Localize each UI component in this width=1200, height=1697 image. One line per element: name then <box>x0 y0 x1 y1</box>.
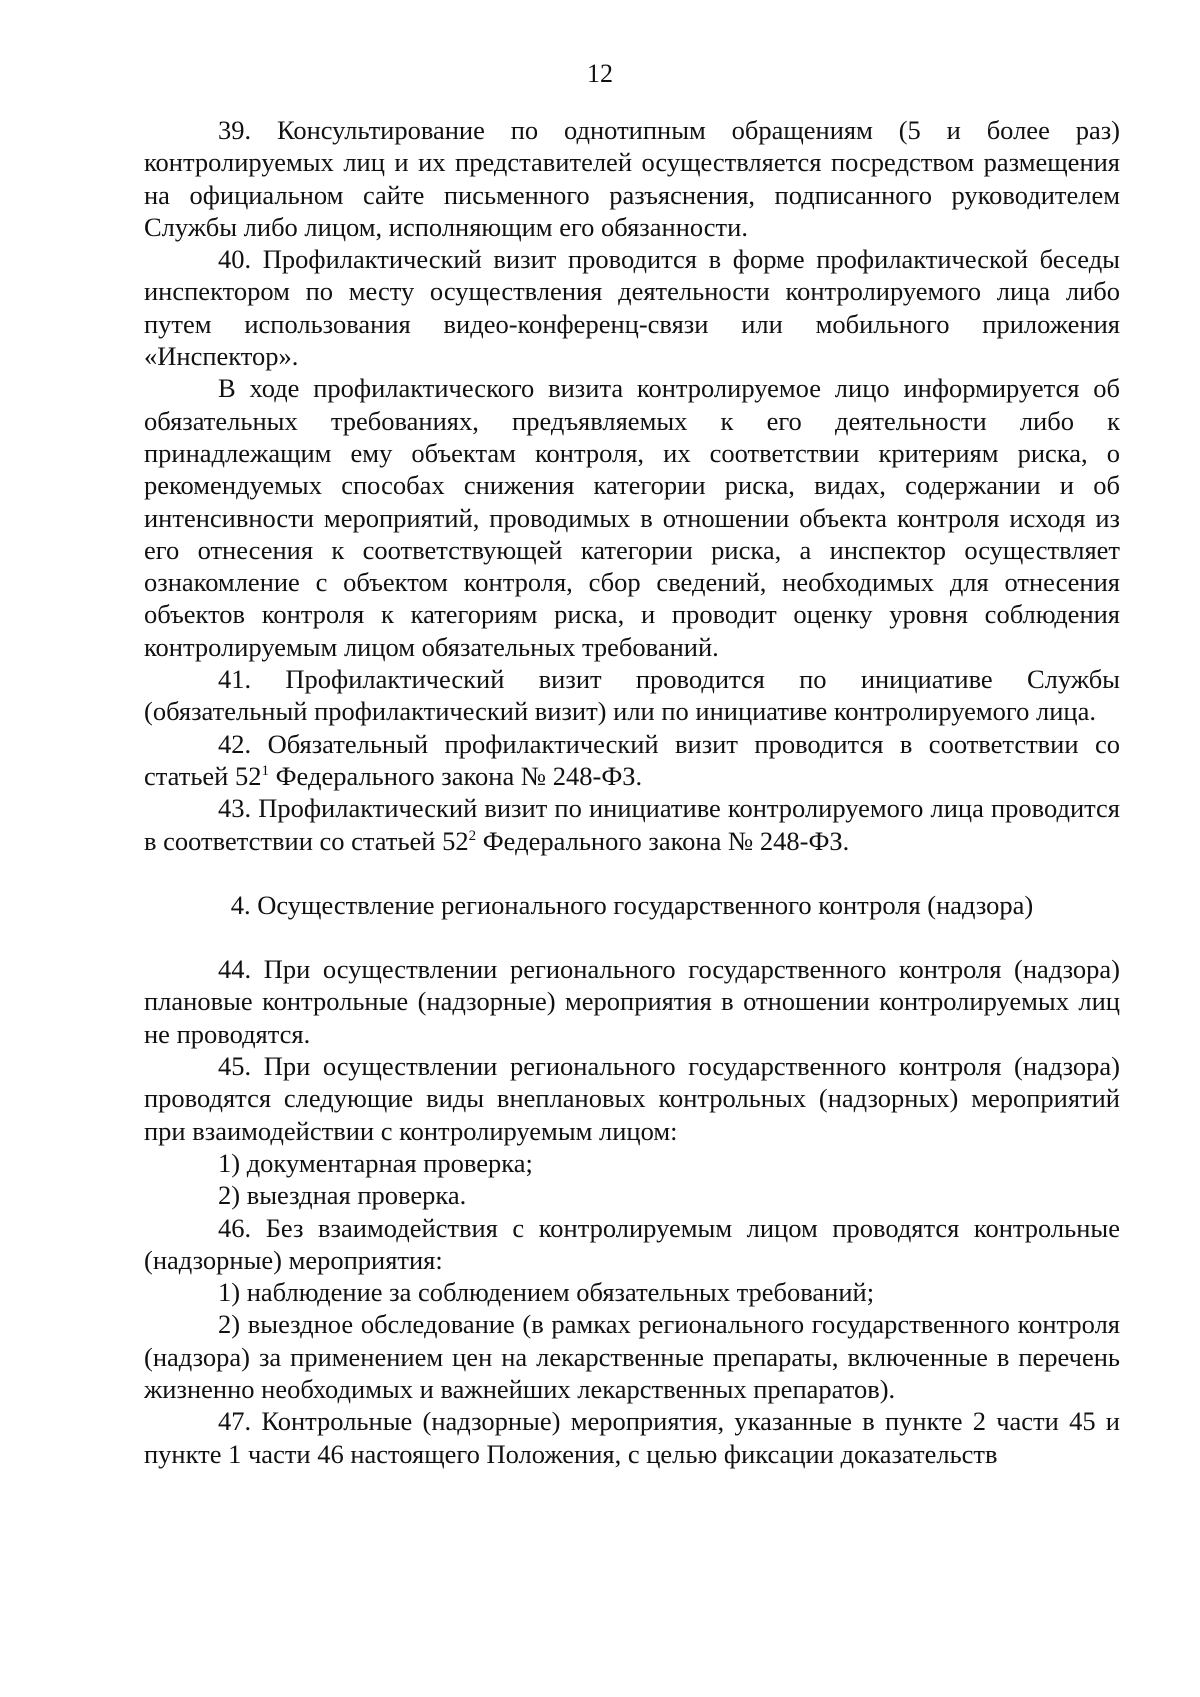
paragraph-44: 44. При осуществлении регионального государственного контроля (надзора) плановые контрольные (надзорные) мероприятия в отношении контролируемых лиц не проводятся. <box>144 954 1120 1049</box>
paragraph-40-continued: В ходе профилактического визита контролируемое лицо информируется об обязательных требованиях, предъявляемых к его деятельности либо к принадлежащим ему объектам контроля, их соответствии критериям риска, о рекомендуемых способах снижения категории риска, видах, содержании и об интенсивности мероприятий, проводимых в отношении объекта контроля исходя из его отнесения к соответствующей категории риска, а инспектор осуществляет ознакомление с объектом контроля, сбор сведений, необходимых для отнесения объектов контроля к категориям риска, и проводит оценку уровня соблюдения контролируемым лицом обязательных требований. <box>144 373 1120 662</box>
page-number: 12 <box>587 59 613 88</box>
paragraph-39: 39. Консультирование по однотипным обращениям (5 и более раз) контролируемых лиц и их представителей осуществляется посредством размещения на официальном сайте письменного разъяснения, подписанного руководителем Службы либо лицом, исполняющим его обязанности. <box>144 115 1120 242</box>
paragraph-47: 47. Контрольные (надзорные) мероприятия, указанные в пункте 2 части 45 и пункте 1 части 46 настоящего Положения, с целью фиксации доказательств <box>144 1406 1120 1469</box>
paragraph-43-text-end: Федерального закона № 248-ФЗ. <box>476 825 850 856</box>
list-item: 1) наблюдение за соблюдением обязательных требований; <box>218 1277 875 1308</box>
paragraph-41: 41. Профилактический визит проводится по инициативе Службы (обязательный профилактический визит) или по инициативе контролируемого лица. <box>144 664 1120 727</box>
paragraph-43-text: 43. Профилактический визит по инициативе контролируемого лица проводится в соответствии со статьей 52 <box>144 793 1120 856</box>
paragraph-40: 40. Профилактический визит проводится в форме профилактической беседы инспектором по месту осуществления деятельности контролируемого лица либо путем использования видео-конференц-связи или мобильного приложения «Инспектор». <box>144 244 1120 372</box>
list-item: 2) выездная проверка. <box>218 1180 467 1211</box>
section-heading: 4. Осуществление регионального государственного контроля (надзора) <box>230 889 1034 920</box>
paragraph-45: 45. При осуществлении регионального государственного контроля (надзора) проводятся следующие виды внеплановых контрольных (надзорных) мероприятий при взаимодействии с контролируемым лицом: <box>144 1051 1120 1146</box>
paragraph-43-superscript: 2 <box>468 827 477 844</box>
paragraph-46: 46. Без взаимодействия с контролируемым лицом проводятся контрольные (надзорные) мероприятия: <box>144 1212 1120 1275</box>
document-body <box>144 114 1120 1470</box>
paragraph-42-text: 42. Обязательный профилактический визит проводится в соответствии со статьей 52 <box>144 728 1120 791</box>
list-item: 2) выездное обследование (в рамках регионального государственного контроля (надзора) за применением цен на лекарственные препараты, включенные в перечень жизненно необходимых и важнейших лекарственных препаратов). <box>144 1309 1120 1404</box>
paragraph-42-text-end: Федерального закона № 248-ФЗ. <box>268 760 643 791</box>
paragraph-42 <box>144 728 1120 793</box>
list-item: 1) документарная проверка; <box>218 1147 533 1178</box>
paragraph-42-superscript: 1 <box>261 762 269 779</box>
paragraph-43 <box>144 792 1120 857</box>
